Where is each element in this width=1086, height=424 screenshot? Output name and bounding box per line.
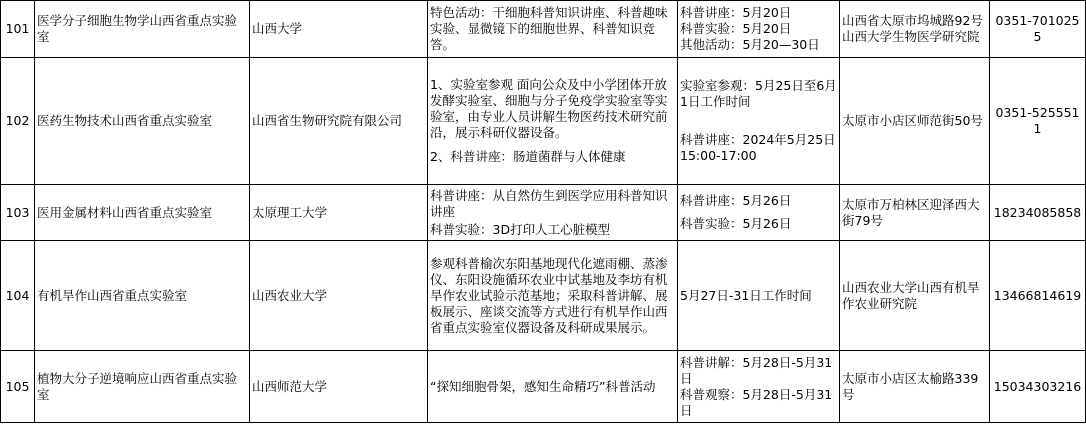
schedule-cell <box>678 1 840 58</box>
lab-name: 植物大分子逆境响应山西省重点实验室 <box>35 351 250 423</box>
schedule-line: 科普讲座：5月26日 <box>680 193 792 208</box>
schedule-line: 科普实验：5月26日 <box>680 216 792 231</box>
address: 山西省太原市坞城路92号山西大学生物医学研究院 <box>840 1 990 58</box>
row-number: 102 <box>1 58 35 185</box>
schedule-line: 科普讲座：5月20日 <box>680 5 792 20</box>
phone: 18234085858 <box>990 185 1086 241</box>
activity-cell <box>428 185 678 241</box>
activity-text: “探知细胞骨架，感知生命精巧”科普活动 <box>430 378 656 394</box>
schedule-line: 科普讲解：5月28日-5月31日 <box>680 354 833 386</box>
table-row <box>1 58 1086 185</box>
host-unit: 山西省生物研究院有限公司 <box>250 58 428 185</box>
table-row <box>1 185 1086 241</box>
activity-cell <box>428 241 678 351</box>
address: 太原市万柏林区迎泽西大街79号 <box>840 185 990 241</box>
activity-text: 特色活动：干细胞科普知识讲座、科普趣味实验、显微镜下的细胞世界、科普知识竞答。 <box>430 5 668 52</box>
activity-cell <box>428 1 678 58</box>
activity-cell <box>428 351 678 423</box>
schedule-cell <box>678 241 840 351</box>
lab-name: 有机旱作山西省重点实验室 <box>35 241 250 351</box>
lab-name: 医学分子细胞生物学山西省重点实验室 <box>35 1 250 58</box>
activity-text: 1、实验室参观 面向公众及中小学团体开放发酵实验室、细胞与分子免疫学实验室等实验室，由专业人员讲解生物医药技术研究前沿，展示科研仪器设备。 <box>430 77 668 140</box>
phone: 0351-7010255 <box>990 1 1086 58</box>
schedule-line: 实验室参观：5月25日至6月1日工作时间 <box>680 78 837 109</box>
activity-text: 参观科普榆次东阳基地现代化遮雨棚、蒸渗仪、东阳设施循环农业中试基地及李坊有机旱作农业试验示范基地；采取科普讲解、展板展示、座谈交流等方式进行有机旱作山西省重点实验室仪器设备及科研成果展示。 <box>430 255 668 335</box>
schedule-line: 其他活动：5月20—30日 <box>680 37 820 52</box>
schedule-cell <box>678 185 840 241</box>
schedule-line: 科普讲座：2024年5月25日 15:00-17:00 <box>680 132 836 163</box>
schedule-line: 科普实验：5月20日 <box>680 21 792 36</box>
row-number: 105 <box>1 351 35 423</box>
address: 山西农业大学山西有机旱作农业研究院 <box>840 241 990 351</box>
host-unit: 山西农业大学 <box>250 241 428 351</box>
phone: 13466814619 <box>990 241 1086 351</box>
schedule-cell <box>678 58 840 185</box>
activity-cell <box>428 58 678 185</box>
address: 太原市小店区师范街50号 <box>840 58 990 185</box>
schedule-line: 科普观察：5月28日-5月31日 <box>680 386 833 418</box>
host-unit: 太原理工大学 <box>250 185 428 241</box>
row-number: 101 <box>1 1 35 58</box>
row-number: 104 <box>1 241 35 351</box>
lab-name: 医药生物技术山西省重点实验室 <box>35 58 250 185</box>
table-row <box>1 351 1086 423</box>
lab-name: 医用金属材料山西省重点实验室 <box>35 185 250 241</box>
activity-text: 2、科普讲座：肠道菌群与人体健康 <box>430 149 626 164</box>
phone: 0351-5255511 <box>990 58 1086 185</box>
table-row <box>1 1 1086 58</box>
schedule-cell <box>678 351 840 423</box>
host-unit: 山西师范大学 <box>250 351 428 423</box>
activity-text: 科普讲座：从自然仿生到医学应用科普知识讲座 <box>430 187 668 219</box>
table-row <box>1 241 1086 351</box>
address: 太原市小店区太榆路339号 <box>840 351 990 423</box>
schedule-line: 5月27日-31日工作时间 <box>680 287 812 303</box>
row-number: 103 <box>1 185 35 241</box>
host-unit: 山西大学 <box>250 1 428 58</box>
phone: 15034303216 <box>990 351 1086 423</box>
activity-text: 科普实验：3D打印人工心脏模型 <box>430 221 611 237</box>
